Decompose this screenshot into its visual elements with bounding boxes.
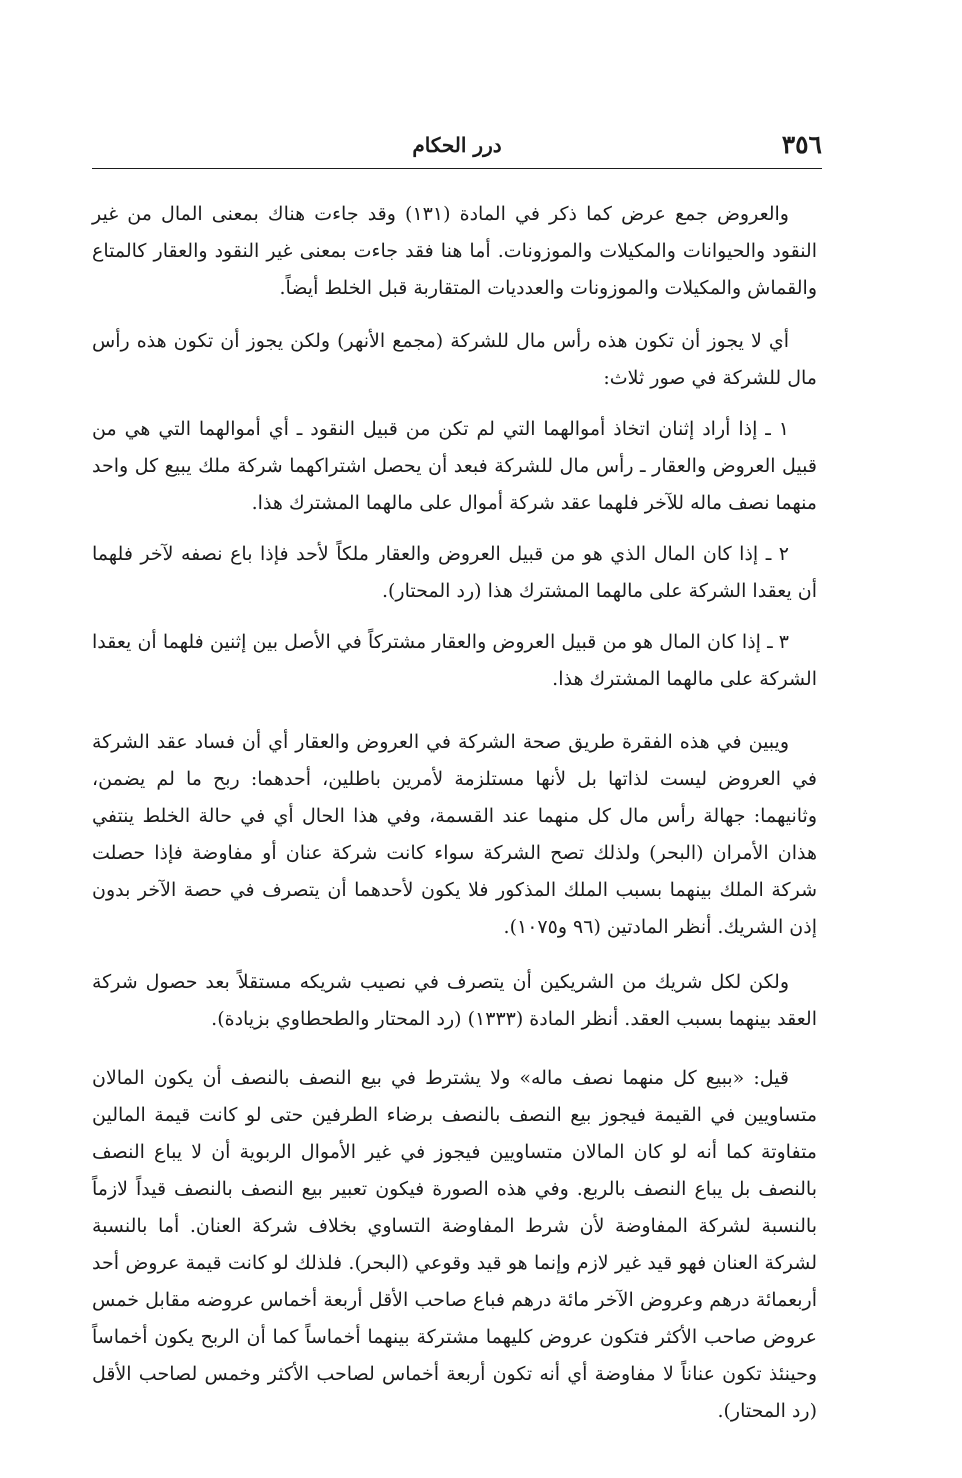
paragraph-case-1: ١ ـ إذا أراد إثنان اتخاذ أموالهما التي لم تكن من قبيل النقود ـ أي أموالهما التي هي من قبيل العروض والعقار ـ رأس مال للشركة فبعد أن يحصل اشتراكهما شركة ملك يبيع كل واحد منهما نصف ماله للآخر فلهما عقد شركة أموال على مالهما المشترك هذا.	[92, 418, 817, 514]
header-divider	[92, 168, 822, 169]
paragraph-explanation: ويبين في هذه الفقرة طريق صحة الشركة في العروض والعقار أي أن فساد عقد الشركة في العروض ليست لذاتها بل لأنها مستلزمة لأمرين باطلين، أحدهما: ربح ما لم يضمن، وثانيهما: جهالة رأس مال كل منهما عند القسمة، وفي هذا الحال أي في حالة الخلط ينتفي هذان الأمران (البحر) ولذلك تصح الشركة سواء كانت شركة عنان أو مفاوضة فإذا حصلت شركة الملك بينهما بسبب الملك المذكور فلا يكون لأحدهما أن يتصرف في حصة الآخر بدون إذن الشريك. أنظر المادتين (٩٦ و١٠٧٥).	[92, 731, 817, 938]
paragraph-half-sale: قيل: «ببيع كل منهما نصف ماله» ولا يشترط في بيع النصف بالنصف أن يكون المالان متساويين في القيمة فيجوز بيع النصف بالنصف برضاء الطرفين حتى لو كانت قيمة المالين متفاوتة كما أنه لو كان المالان متساويين فيجوز في غير الأموال الربوية أن لا يباع النصف بالنصف بل يباع النصف بالربع. وفي هذه الصورة فيكون تعبير بيع النصف بالنصف قيداً لازماً بالنسبة لشركة المفاوضة لأن شرط المفاوضة التساوي بخلاف شركة العنان. أما بالنسبة لشركة العنان فهو قيد غير لازم وإنما هو قيد وقوعي (البحر). فلذلك لو كانت قيمة عروض أحد أربعمائة درهم وعروض الآخر مائة درهم فباع صاحب الأقل أربعة أخماس عروضه مقابل خمس عروض صاحب الأكثر فتكون عروض كليهما مشتركة بينهما أخماساً كما أن الربح يكون أخماساً وحينئذ تكون عناناً لا مفاوضة أي أنه تكون أربعة أخماس لصاحب الأكثر وخمس لصاحب الأقل (رد المحتار).	[92, 1067, 817, 1422]
page-number: ٣٥٦	[781, 130, 822, 159]
paragraph-capital-ruling: أي لا يجوز أن تكون هذه رأس مال للشركة (مجمع الأنهر) ولكن يجوز أن تكون هذه رأس مال للشركة في صور ثلاث:	[92, 330, 817, 389]
running-title: درر الحكام	[412, 133, 502, 157]
paragraph-partner-disposal: ولكن لكل شريك من الشريكين أن يتصرف في نصيب شريكه مستقلاً بعد حصول شركة العقد بينهما بسبب العقد. أنظر المادة (١٣٣٣) (رد المحتار والطحطاوي بزيادة).	[92, 971, 817, 1030]
page-header	[92, 128, 822, 162]
paragraph-case-3: ٣ ـ إذا كان المال هو من قبيل العروض والعقار مشتركاً في الأصل بين إثنين فلهما أن يعقدا الشركة على مالهما المشترك هذا.	[92, 631, 817, 690]
page-body	[92, 196, 817, 1430]
paragraph-urud-definition: والعروض جمع عرض كما ذكر في المادة (١٣١) وقد جاءت هناك بمعنى المال من غير النقود والحيوانات والمكيلات والموزونات. أما هنا فقد جاءت بمعنى غير النقود والعقار كالمتاع والقماش والمكيلات والموزونات والعدديات المتقاربة قبل الخلط أيضاً.	[92, 203, 817, 299]
paragraph-case-2: ٢ ـ إذا كان المال الذي هو من قبيل العروض والعقار ملكاً لأحد فإذا باع نصفه لآخر فلهما أن يعقدا الشركة على مالهما المشترك هذا (رد المحتار).	[92, 543, 817, 602]
